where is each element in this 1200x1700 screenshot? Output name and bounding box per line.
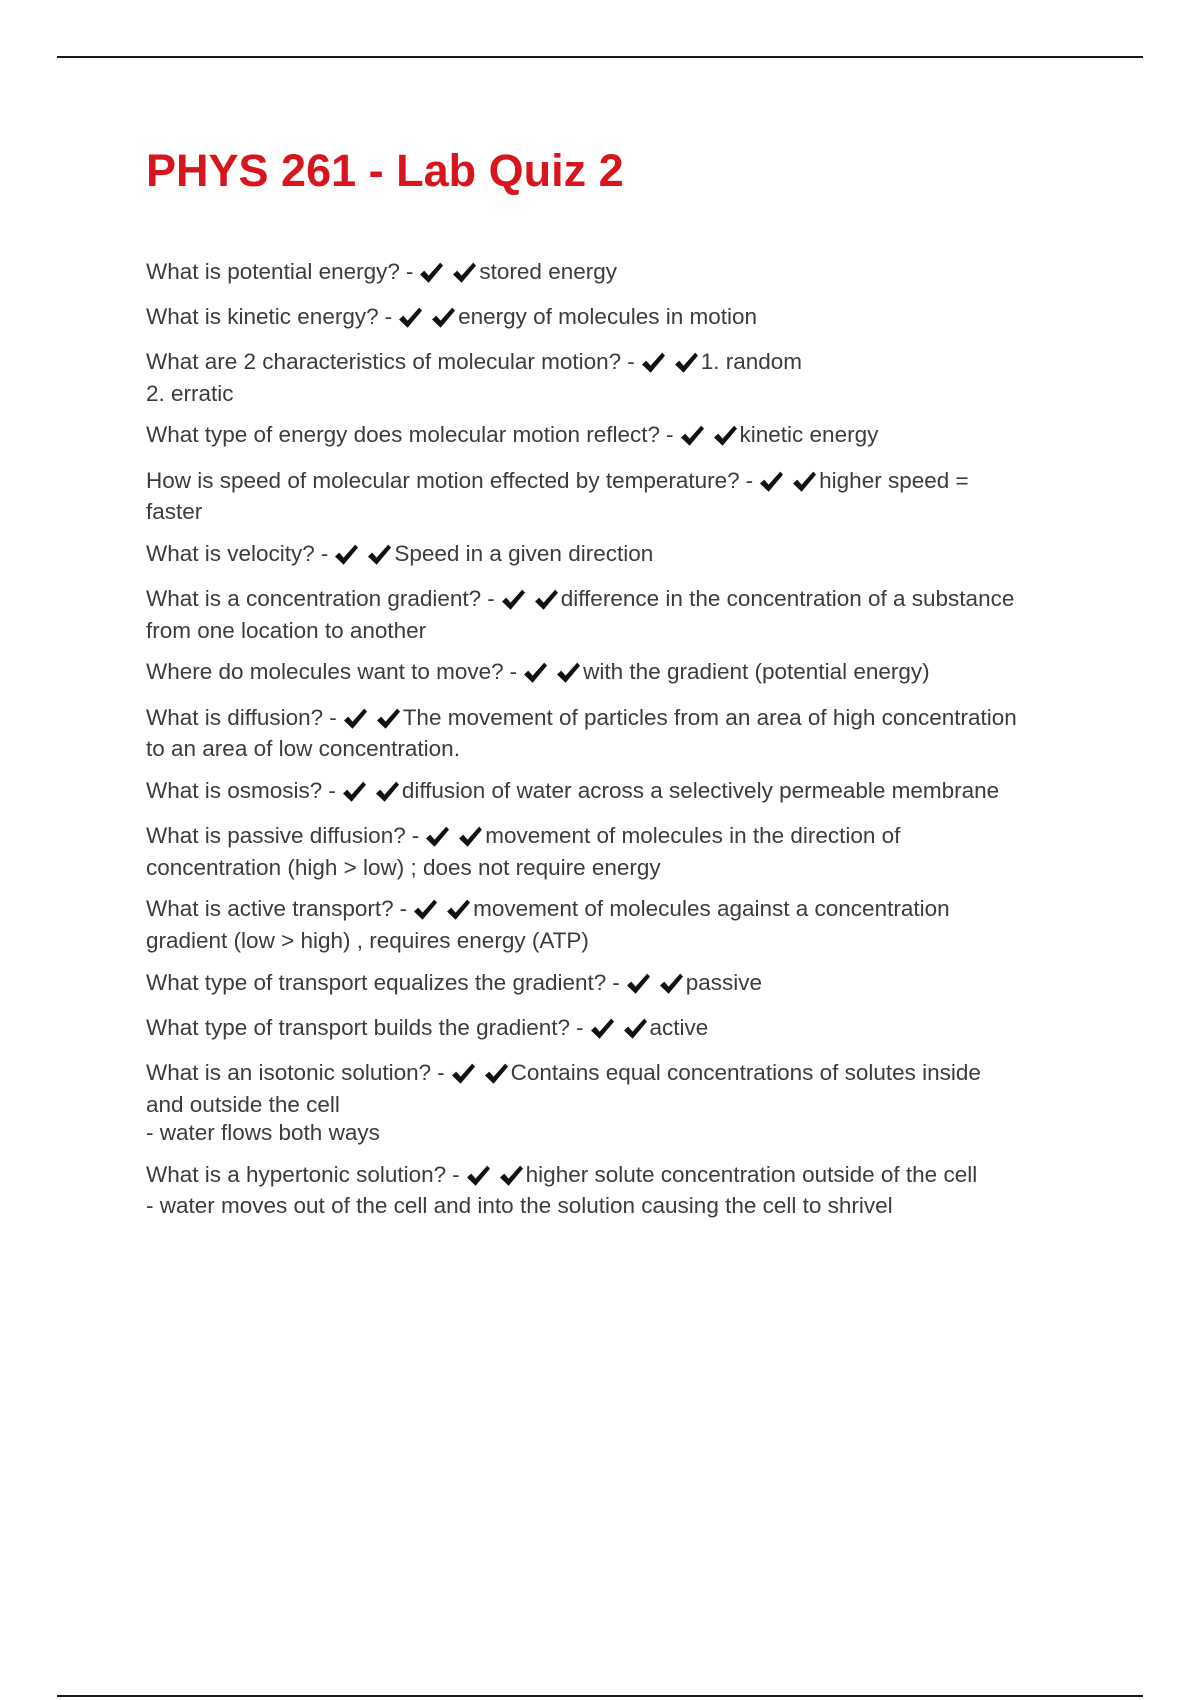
answer-text: Contains equal concentrations of solutes inside bbox=[510, 1060, 981, 1085]
check-mark-icon bbox=[483, 1062, 509, 1086]
answer-text: passive bbox=[685, 970, 763, 995]
qa-first-line bbox=[146, 1059, 1106, 1091]
double-check-icon bbox=[640, 351, 699, 380]
check-mark-icon bbox=[424, 825, 450, 849]
question-text: How is speed of molecular motion effected by temperature? bbox=[146, 467, 740, 493]
check-mark-icon bbox=[375, 707, 401, 731]
separator: - bbox=[411, 823, 420, 848]
question-text: What is potential energy? bbox=[146, 259, 400, 284]
separator: - bbox=[612, 970, 620, 995]
page-title: PHYS 261 - Lab Quiz 2 bbox=[146, 145, 624, 196]
answer-continuation: concentration (high > low) ; does not require energy bbox=[146, 854, 661, 880]
answer-text: movement of molecules in the direction of bbox=[485, 823, 901, 848]
question-text: What type of energy does molecular motion reflect? bbox=[146, 422, 661, 447]
double-check-icon bbox=[450, 1062, 509, 1091]
separator: - bbox=[384, 303, 393, 329]
check-mark-icon bbox=[622, 1017, 648, 1041]
check-mark-icon bbox=[450, 1062, 476, 1086]
qa-item bbox=[146, 1161, 1106, 1221]
check-mark-icon bbox=[555, 661, 581, 685]
qa-item bbox=[146, 348, 1106, 408]
qa-first-line bbox=[146, 1014, 1106, 1046]
separator: - bbox=[329, 704, 337, 730]
question-text: What is kinetic energy? bbox=[146, 303, 379, 329]
qa-first-line bbox=[146, 895, 1106, 927]
answer-text: The movement of particles from an area of high concentration bbox=[402, 704, 1017, 730]
qa-first-line bbox=[146, 348, 1106, 380]
qa-first-line bbox=[146, 822, 1106, 854]
qa-item bbox=[146, 822, 1106, 882]
check-mark-icon bbox=[658, 972, 684, 996]
qa-first-line bbox=[146, 258, 1106, 290]
qa-first-line bbox=[146, 421, 1106, 453]
top-rule bbox=[57, 56, 1143, 58]
check-mark-icon bbox=[712, 424, 738, 448]
check-mark-icon bbox=[333, 543, 359, 567]
question-text: What is velocity? bbox=[146, 540, 315, 566]
check-mark-icon bbox=[640, 351, 666, 375]
double-check-icon bbox=[625, 972, 684, 1001]
check-mark-icon bbox=[533, 588, 559, 612]
separator: - bbox=[666, 422, 674, 447]
double-check-icon bbox=[500, 588, 559, 617]
check-mark-icon bbox=[758, 470, 784, 494]
answer-text: kinetic energy bbox=[739, 422, 879, 447]
check-mark-icon bbox=[418, 261, 444, 285]
check-mark-icon bbox=[679, 424, 705, 448]
qa-first-line bbox=[146, 777, 1106, 809]
qa-first-line bbox=[146, 704, 1106, 736]
check-mark-icon bbox=[457, 825, 483, 849]
double-check-icon bbox=[465, 1164, 524, 1193]
answer-text: stored energy bbox=[479, 259, 617, 284]
answer-text: diffusion of water across a selectively permeable membrane bbox=[401, 777, 1000, 803]
check-mark-icon bbox=[397, 306, 423, 330]
answer-text: energy of molecules in motion bbox=[458, 303, 758, 329]
check-mark-icon bbox=[500, 588, 526, 612]
separator: - bbox=[405, 259, 414, 284]
separator: - bbox=[452, 1161, 460, 1187]
question-text: What type of transport builds the gradient? bbox=[146, 1014, 570, 1040]
separator: - bbox=[745, 467, 754, 493]
question-text: What is an isotonic solution? bbox=[146, 1060, 432, 1085]
answer-text: higher solute concentration outside of the cell bbox=[525, 1161, 978, 1187]
question-text: What is passive diffusion? bbox=[146, 823, 406, 848]
qa-first-line bbox=[146, 969, 1106, 1001]
double-check-icon bbox=[412, 898, 471, 927]
qa-list bbox=[146, 258, 1106, 1221]
qa-item bbox=[146, 540, 1106, 572]
double-check-icon bbox=[679, 424, 738, 453]
question-text: What is a hypertonic solution? bbox=[146, 1161, 447, 1187]
double-check-icon bbox=[424, 825, 483, 854]
question-text: Where do molecules want to move? bbox=[146, 659, 504, 684]
double-check-icon bbox=[418, 261, 477, 290]
separator: - bbox=[437, 1060, 445, 1085]
qa-item bbox=[146, 777, 1106, 809]
check-mark-icon bbox=[451, 261, 477, 285]
check-mark-icon bbox=[412, 898, 438, 922]
separator: - bbox=[627, 349, 635, 374]
double-check-icon bbox=[758, 470, 817, 499]
qa-first-line bbox=[146, 540, 1106, 572]
separator: - bbox=[509, 659, 518, 684]
answer-text: with the gradient (potential energy) bbox=[583, 659, 930, 684]
qa-first-line bbox=[146, 1161, 1106, 1193]
qa-item bbox=[146, 467, 1106, 527]
separator: - bbox=[320, 540, 329, 566]
double-check-icon bbox=[589, 1017, 648, 1046]
question-text: What is osmosis? bbox=[146, 777, 323, 803]
answer-continuation: - water moves out of the cell and into the solution causing the cell to shrivel bbox=[146, 1193, 893, 1218]
question-text: What is a concentration gradient? bbox=[146, 586, 482, 611]
separator: - bbox=[399, 896, 408, 921]
double-check-icon bbox=[342, 707, 401, 736]
qa-item bbox=[146, 585, 1106, 645]
double-check-icon bbox=[397, 306, 456, 335]
answer-text: higher speed = bbox=[819, 467, 969, 493]
qa-item bbox=[146, 704, 1106, 764]
check-mark-icon bbox=[342, 707, 368, 731]
qa-item bbox=[146, 421, 1106, 453]
bottom-rule bbox=[57, 1695, 1143, 1697]
separator: - bbox=[487, 586, 495, 611]
check-mark-icon bbox=[625, 972, 651, 996]
separator: - bbox=[328, 777, 336, 803]
qa-item bbox=[146, 1059, 1106, 1148]
qa-item bbox=[146, 1014, 1106, 1046]
separator: - bbox=[576, 1014, 584, 1040]
answer-text: difference in the concentration of a substance bbox=[560, 586, 1015, 611]
qa-item bbox=[146, 969, 1106, 1001]
check-mark-icon bbox=[498, 1164, 524, 1188]
check-mark-icon bbox=[374, 780, 400, 804]
qa-first-line bbox=[146, 303, 1106, 335]
check-mark-icon bbox=[673, 351, 699, 375]
double-check-icon bbox=[333, 543, 392, 572]
double-check-icon bbox=[341, 780, 400, 809]
question-text: What is active transport? bbox=[146, 896, 394, 921]
qa-first-line bbox=[146, 585, 1106, 617]
check-mark-icon bbox=[791, 470, 817, 494]
check-mark-icon bbox=[341, 780, 367, 804]
qa-item bbox=[146, 658, 1106, 690]
double-check-icon bbox=[522, 661, 581, 690]
qa-item bbox=[146, 303, 1106, 335]
answer-continuation: faster bbox=[146, 499, 203, 524]
check-mark-icon bbox=[366, 543, 392, 567]
answer-text: Speed in a given direction bbox=[394, 540, 654, 566]
check-mark-icon bbox=[522, 661, 548, 685]
check-mark-icon bbox=[445, 898, 471, 922]
answer-continuation: from one location to another bbox=[146, 617, 427, 643]
answer-text: movement of molecules against a concentration bbox=[473, 896, 950, 921]
answer-continuation: 2. erratic bbox=[146, 380, 234, 406]
answer-continuation: - water flows both ways bbox=[146, 1120, 380, 1145]
answer-continuation: to an area of low concentration. bbox=[146, 736, 460, 761]
question-text: What is diffusion? bbox=[146, 704, 324, 730]
check-mark-icon bbox=[430, 306, 456, 330]
qa-first-line bbox=[146, 467, 1106, 499]
question-text: What type of transport equalizes the gradient? bbox=[146, 970, 607, 995]
question-text: What are 2 characteristics of molecular motion? bbox=[146, 349, 622, 374]
check-mark-icon bbox=[465, 1164, 491, 1188]
answer-continuation: gradient (low > high) , requires energy (ATP) bbox=[146, 927, 589, 953]
qa-first-line bbox=[146, 658, 1106, 690]
qa-item bbox=[146, 895, 1106, 955]
answer-text: 1. random bbox=[700, 349, 803, 374]
check-mark-icon bbox=[589, 1017, 615, 1041]
answer-text: active bbox=[649, 1014, 709, 1040]
answer-continuation: and outside the cell bbox=[146, 1091, 340, 1117]
qa-item bbox=[146, 258, 1106, 290]
